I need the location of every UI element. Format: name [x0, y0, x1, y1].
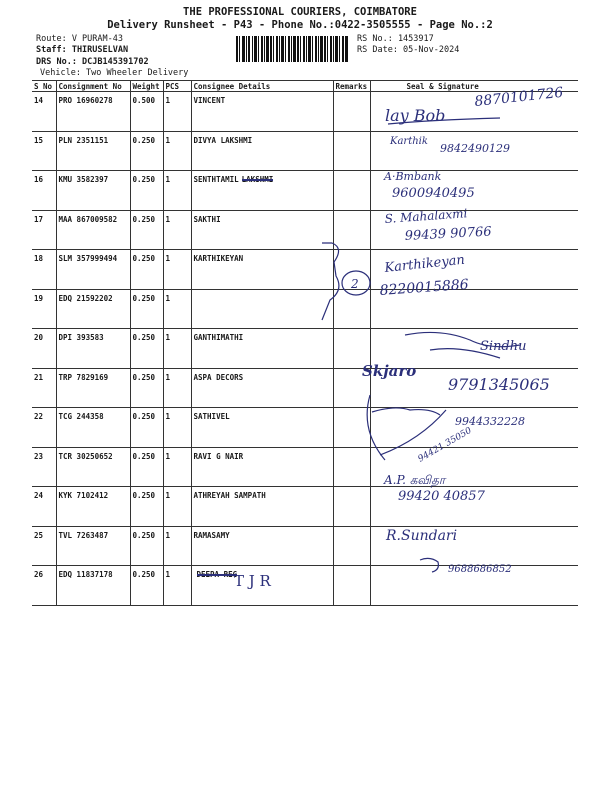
pcs-text: 1 [165, 570, 171, 579]
consignee-text: GANTHIMATHI [193, 333, 244, 342]
pcs-cell [163, 92, 191, 132]
handwritten-signature: A.P. கவிதா [384, 473, 446, 487]
pcs-cell [163, 171, 191, 211]
pcs-cell [163, 210, 191, 250]
pcs-cell [163, 329, 191, 369]
staff-label: Staff: THIRUSELVAN [36, 45, 129, 55]
consignment-no-text: KMU 3582397 [58, 175, 109, 184]
weight-cell [130, 566, 163, 606]
consignee-text: RAMASAMY [193, 530, 230, 540]
pcs-cell [163, 526, 191, 566]
remarks-cell [333, 566, 370, 606]
table-row [32, 447, 578, 487]
weight-cell [130, 368, 163, 408]
consignment-no-cell [56, 566, 130, 606]
column-header: S No [32, 81, 56, 92]
table-row [32, 368, 578, 408]
consignee-cell [191, 368, 333, 408]
consignment-no-cell [56, 368, 130, 408]
consignment-no-cell [56, 447, 130, 487]
sno-cell [32, 368, 56, 408]
sno-text: 14 [34, 96, 44, 105]
weight-text: 0.250 [132, 491, 156, 500]
pcs-text: 1 [165, 175, 171, 184]
handwritten-phone: 9944332228 [455, 415, 525, 428]
sno-text: 26 [34, 570, 44, 579]
consignment-no-cell [56, 487, 130, 527]
sno-text: 15 [34, 135, 44, 145]
barcode [236, 36, 348, 62]
signature-cell [370, 92, 578, 132]
consignment-no-cell [56, 250, 130, 290]
handwritten-signature: lay Bob [385, 106, 446, 125]
table-row [32, 487, 578, 527]
sno-cell [32, 526, 56, 566]
consignment-no-cell [56, 408, 130, 448]
weight-cell [130, 171, 163, 211]
sno-cell [32, 171, 56, 211]
consignee-cell [191, 447, 333, 487]
sno-text: 21 [34, 372, 44, 382]
signature-cell [370, 408, 578, 448]
weight-cell [130, 250, 163, 290]
weight-text: 0.250 [132, 293, 156, 303]
handwritten-signature: Karthik [390, 136, 428, 147]
consignee-text: SAKTHI [193, 214, 221, 224]
handwritten-signature: A·Bmbank [384, 170, 442, 183]
weight-text: 0.250 [132, 214, 156, 224]
struck-consignee-text: LAKSHMI [241, 175, 274, 184]
handwritten-phone: 9688686852 [448, 564, 512, 575]
pcs-text: 1 [165, 412, 171, 421]
consignee-cell [191, 487, 333, 527]
table-row [32, 526, 578, 566]
weight-text: 0.500 [132, 96, 156, 105]
weight-cell [130, 131, 163, 171]
handwritten-signature: S. Mahalaxmi [384, 206, 468, 226]
handwritten-phone: 94421 35050 [416, 425, 474, 465]
consignee-cell [191, 210, 333, 250]
sno-text: 18 [34, 254, 44, 263]
consignee-cell [191, 329, 333, 369]
column-header: Weight [130, 81, 163, 92]
pcs-text: 1 [165, 372, 171, 382]
consignment-no-text: TVL 7263487 [58, 530, 109, 540]
table-row [32, 171, 578, 211]
sno-text: 25 [34, 530, 44, 540]
column-header: Seal & Signature [370, 81, 578, 92]
remarks-cell [333, 368, 370, 408]
handwritten-phone: 99420 40857 [398, 489, 485, 504]
weight-text: 0.250 [132, 333, 156, 342]
consignment-no-cell [56, 526, 130, 566]
consignee-text: VINCENT [193, 96, 226, 105]
signature-cell [370, 566, 578, 606]
consignment-no-text: KYK 7102412 [58, 491, 109, 500]
column-header: PCS [163, 81, 191, 92]
table-row [32, 289, 578, 329]
table-row [32, 329, 578, 369]
sno-text: 24 [34, 491, 44, 500]
consignee-text: RAVI G NAIR [193, 451, 244, 461]
signature-cell [370, 210, 578, 250]
weight-cell [130, 526, 163, 566]
pcs-cell [163, 131, 191, 171]
signature-cell [370, 487, 578, 527]
consignee-cell [191, 250, 333, 290]
consignment-no-text: TCR 30250652 [58, 451, 113, 461]
consignee-cell [191, 408, 333, 448]
consignment-no-cell [56, 210, 130, 250]
weight-cell [130, 447, 163, 487]
sno-cell [32, 289, 56, 329]
signature-cell [370, 329, 578, 369]
consignee-cell [191, 289, 333, 329]
weight-text: 0.250 [132, 570, 156, 579]
pcs-cell [163, 368, 191, 408]
weight-text: 0.250 [132, 451, 156, 461]
circle-mark-number: 2 [351, 277, 359, 291]
consignee-text: SATHIVEL [193, 412, 230, 421]
sno-cell [32, 487, 56, 527]
route-label: Route: V PURAM-43 [36, 34, 123, 44]
drs-number: DRS No.: DCJB145391702 [36, 57, 149, 67]
table-row [32, 250, 578, 290]
remarks-cell [333, 92, 370, 132]
remarks-cell [333, 250, 370, 290]
remarks-cell [333, 487, 370, 527]
remarks-cell [333, 329, 370, 369]
pcs-text: 1 [165, 254, 171, 263]
consignee-cell [191, 92, 333, 132]
sno-cell [32, 566, 56, 606]
consignment-no-text: MAA 867009582 [58, 214, 118, 224]
consignment-no-text: TCG 244358 [58, 412, 104, 421]
weight-text: 0.250 [132, 254, 156, 263]
pcs-cell [163, 289, 191, 329]
handwritten-phone: 8870101726 [473, 84, 565, 110]
signature-cell [370, 447, 578, 487]
handwritten-signature: Skjaro [362, 362, 417, 380]
pcs-text: 1 [165, 491, 171, 500]
sno-cell [32, 447, 56, 487]
handwritten-phone: 99439 90766 [404, 224, 492, 244]
weight-text: 0.250 [132, 530, 156, 540]
sno-cell [32, 250, 56, 290]
pcs-text: 1 [165, 96, 171, 105]
consignment-no-cell [56, 92, 130, 132]
remarks-cell [333, 289, 370, 329]
runsheet-title: Delivery Runsheet - P43 - Phone No.:0422-3505555 - Page No.:2 [107, 19, 493, 31]
consignee-cell [191, 171, 333, 211]
consignment-no-text: EDQ 21592202 [58, 293, 113, 303]
consignee-text: DIVYA LAKSHMI [193, 135, 253, 145]
pcs-text: 1 [165, 451, 171, 461]
consignment-no-text: EDQ 11837178 [58, 570, 113, 579]
signature-cell [370, 250, 578, 290]
table-row [32, 210, 578, 250]
column-header: Consignee Details [191, 81, 333, 92]
consignment-no-text: PRO 16960278 [58, 96, 113, 105]
handwritten-phone: 9600940495 [392, 186, 475, 201]
rs-number: RS No.: 1453917 [357, 34, 434, 44]
remarks-cell [333, 131, 370, 171]
column-header: Remarks [333, 81, 370, 92]
table-row [32, 408, 578, 448]
pcs-cell [163, 447, 191, 487]
handwritten-signature: Sindhu [480, 339, 527, 354]
pcs-text: 1 [165, 135, 171, 145]
sno-text: 22 [34, 412, 44, 421]
sno-text: 17 [34, 214, 44, 224]
weight-text: 0.250 [132, 412, 156, 421]
consignment-no-text: TRP 7829169 [58, 372, 109, 382]
pcs-cell [163, 408, 191, 448]
consignment-no-cell [56, 289, 130, 329]
remarks-cell [333, 171, 370, 211]
remarks-cell [333, 447, 370, 487]
column-header: Consignment No [56, 81, 130, 92]
pcs-text: 1 [165, 530, 171, 540]
consignee-text: ASPA DECORS [193, 372, 244, 382]
sno-cell [32, 329, 56, 369]
weight-cell [130, 329, 163, 369]
weight-cell [130, 210, 163, 250]
consignee-cell [191, 566, 333, 606]
consignment-no-cell [56, 329, 130, 369]
handwritten-phone: 9791345065 [448, 375, 550, 394]
company-title: THE PROFESSIONAL COURIERS, COIMBATORE [183, 6, 417, 18]
weight-cell [130, 289, 163, 329]
bottom-initials: T J R [234, 572, 271, 590]
consignee-text: ATHREYAH SAMPATH [193, 491, 266, 500]
table-row [32, 92, 578, 132]
table-row [32, 131, 578, 171]
sno-text: 20 [34, 333, 44, 342]
remarks-cell [333, 408, 370, 448]
consignment-no-text: SLM 357999494 [58, 254, 118, 263]
sno-cell [32, 92, 56, 132]
pcs-text: 1 [165, 214, 171, 224]
consignee-text: SENTHTAMIL [193, 175, 239, 184]
handwritten-phone: 9842490129 [440, 142, 510, 155]
sno-cell [32, 131, 56, 171]
weight-cell [130, 408, 163, 448]
consignment-no-cell [56, 131, 130, 171]
runsheet-table [32, 80, 578, 606]
table-row [32, 566, 578, 606]
pcs-text: 1 [165, 293, 171, 303]
signature-cell [370, 131, 578, 171]
consignee-cell [191, 131, 333, 171]
weight-cell [130, 487, 163, 527]
weight-text: 0.250 [132, 372, 156, 382]
remarks-cell [333, 526, 370, 566]
signature-cell [370, 368, 578, 408]
pcs-cell [163, 487, 191, 527]
weight-text: 0.250 [132, 175, 156, 184]
sno-cell [32, 210, 56, 250]
sno-text: 16 [34, 175, 44, 184]
consignee-text: KARTHIKEYAN [193, 254, 244, 263]
signature-cell [370, 171, 578, 211]
handwritten-phone: 8220015886 [379, 276, 470, 299]
pcs-cell [163, 566, 191, 606]
pcs-cell [163, 250, 191, 290]
consignment-no-text: DPI 393583 [58, 333, 104, 342]
sno-cell [32, 408, 56, 448]
remarks-cell [333, 210, 370, 250]
sno-text: 23 [34, 451, 44, 461]
struck-consignee-text: DEEPA REG [196, 570, 238, 579]
vehicle-label: Vehicle: Two Wheeler Delivery [40, 68, 189, 78]
signature-cell [370, 289, 578, 329]
table-header-row [32, 81, 578, 92]
handwritten-signature: Karthikeyan [383, 252, 466, 276]
signature-cell [370, 526, 578, 566]
consignment-no-text: PLN 2351151 [58, 135, 109, 145]
weight-text: 0.250 [132, 135, 156, 145]
sno-text: 19 [34, 293, 44, 303]
consignment-no-cell [56, 171, 130, 211]
consignee-cell [191, 526, 333, 566]
handwritten-signature: R.Sundari [386, 528, 458, 544]
pcs-text: 1 [165, 333, 171, 342]
weight-cell [130, 92, 163, 132]
rs-date: RS Date: 05-Nov-2024 [357, 45, 460, 55]
